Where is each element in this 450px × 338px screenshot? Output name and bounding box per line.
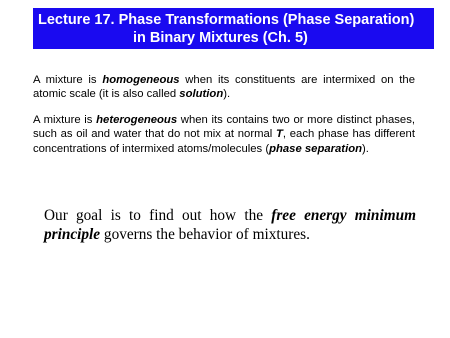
phase-separation-term: phase separation bbox=[269, 142, 363, 155]
p1-text-2: when its constituents are intermixed on the atomic scale (it is also called bbox=[33, 74, 415, 101]
p2-text-3: , each phase has different concentrations of intermixed atoms/molecules ( bbox=[33, 128, 415, 155]
homogeneous-term: homogeneous bbox=[102, 74, 180, 86]
heterogeneous-definition-paragraph bbox=[33, 113, 415, 156]
p1-text-3: ). bbox=[223, 88, 231, 101]
lecture-title-banner bbox=[33, 8, 434, 49]
p1-text-1: A mixture is bbox=[33, 74, 103, 86]
title-line-1: Lecture 17. Phase Transformations (Phase Separation) bbox=[38, 12, 415, 28]
temperature-symbol: T bbox=[276, 128, 283, 141]
heterogeneous-term: heterogeneous bbox=[96, 114, 178, 126]
goal-text-1: Our goal is to find out how the bbox=[44, 207, 272, 224]
goal-statement bbox=[44, 206, 416, 244]
p2-text-2: when its contains two or more distinct phases, such as oil and water that do not mix at normal bbox=[33, 114, 415, 141]
solution-term: solution bbox=[179, 88, 224, 101]
p2-text-4: ). bbox=[362, 142, 369, 155]
homogeneous-definition-paragraph bbox=[33, 73, 415, 102]
free-energy-principle-term: free energy minimum principle bbox=[44, 207, 416, 243]
p2-text-1: A mixture is bbox=[33, 114, 97, 126]
goal-text-2: governs the behavior of mixtures. bbox=[100, 226, 310, 243]
title-line-2: in Binary Mixtures (Ch. 5) bbox=[133, 30, 308, 46]
